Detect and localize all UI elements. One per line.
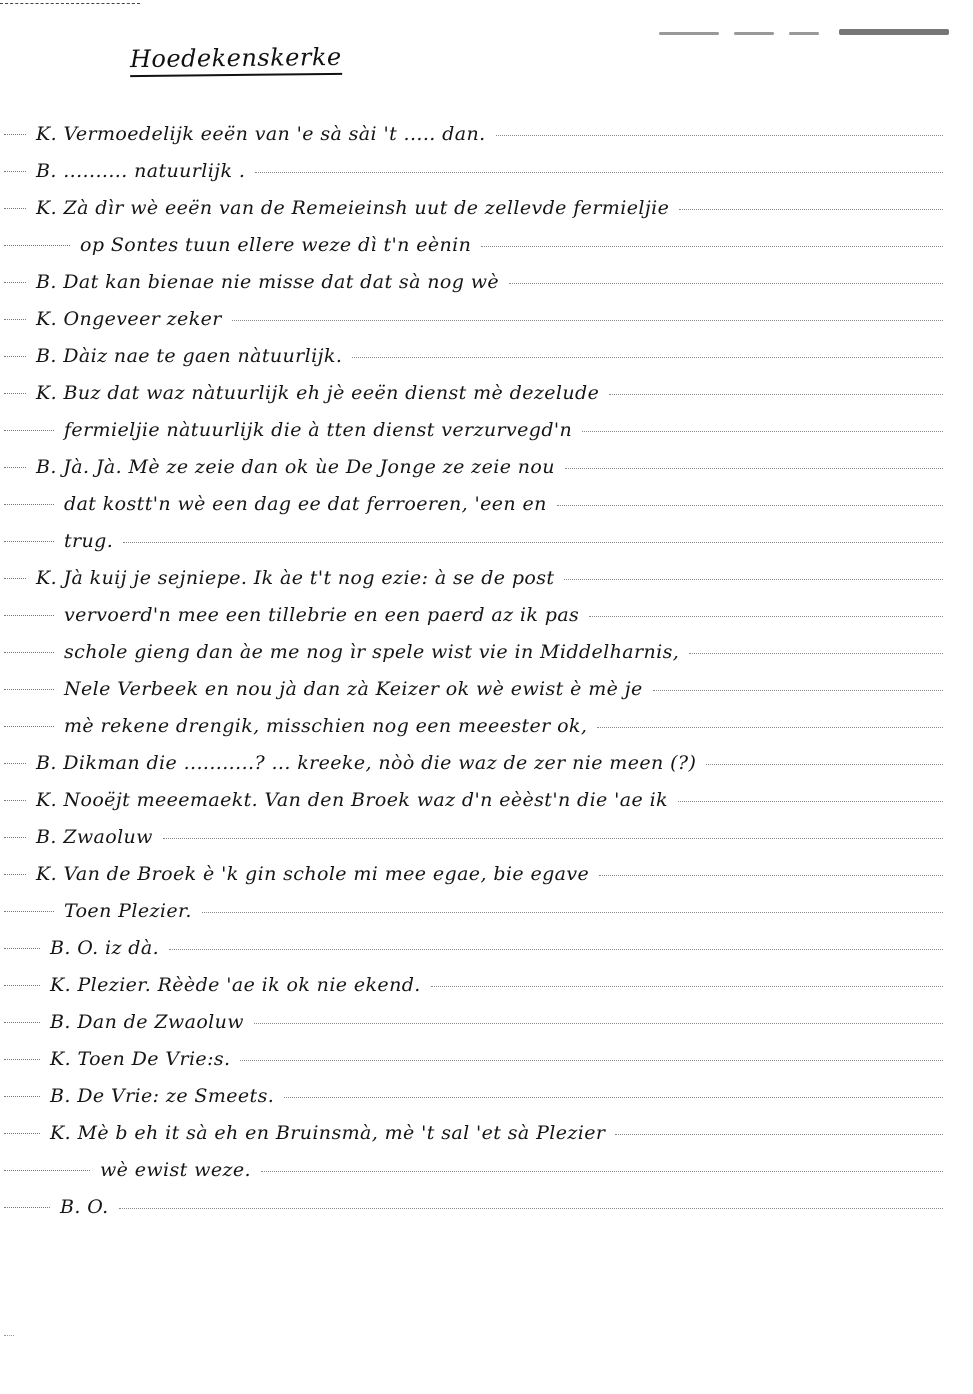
transcript-line: B. De Vrie: ze Smeets. (0, 1070, 973, 1107)
transcript-line: K. Toen De Vrie:s. (0, 1033, 973, 1070)
transcript-line: K. Vermoedelijk eeën van 'e sà sài 't ..... dan. (0, 108, 973, 145)
transcript-line: B. O. (0, 1181, 973, 1218)
transcript-line: K. Mè b eh it sà eh en Bruinsmà, mè 't sal 'et sà Plezier (0, 1107, 973, 1144)
transcript-line: K. Plezier. Rèède 'ae ik ok nie ekend. (0, 959, 973, 996)
scan-smudge (659, 24, 959, 46)
bottom-margin-mark (4, 1335, 14, 1336)
transcript-line: dat kostt'n wè een dag ee dat ferroeren, 'een en (0, 478, 973, 515)
transcript-line: wè ewist weze. (0, 1144, 973, 1181)
transcript-line: trug. (0, 515, 973, 552)
transcript-line: K. Buz dat waz nàtuurlijk eh jè eeën dienst mè dezelude (0, 367, 973, 404)
transcript-line: schole gieng dan àe me nog ìr spele wist vie in Middelharnis, (0, 626, 973, 663)
transcript-line: K. Jà kuij je sejniepe. Ik àe t't nog ezie: à se de post (0, 552, 973, 589)
transcript-line: vervoerd'n mee een tillebrie en een paerd az ik pas (0, 589, 973, 626)
transcript-line: K. Van de Broek è 'k gin schole mi mee egae, bie egave (0, 848, 973, 885)
document-title: Hoedekenskerke (130, 43, 342, 77)
transcript-line: B. Dikman die ...........? ... kreeke, nòò die waz de zer nie meen (?) (0, 737, 973, 774)
transcript-line: B. Zwaoluw (0, 811, 973, 848)
transcript-line: K. Ongeveer zeker (0, 293, 973, 330)
transcript-line: B. Jà. Jà. Mè ze zeie dan ok ùe De Jonge ze zeie nou (0, 441, 973, 478)
transcript-line: K. Nooëjt meeemaekt. Van den Broek waz d'n eèèst'n die 'ae ik (0, 774, 973, 811)
transcript-line: Nele Verbeek en nou jà dan zà Keizer ok wè ewist è mè je (0, 663, 973, 700)
transcript-line: op Sontes tuun ellere weze dì t'n eènin (0, 219, 973, 256)
transcript-line: B. Dàiz nae te gaen nàtuurlijk. (0, 330, 973, 367)
transcript-line: B. O. iz dà. (0, 922, 973, 959)
transcript-line: K. Zà dìr wè eeën van de Remeieinsh uut de zellevde fermieljie (0, 182, 973, 219)
transcript-line: Toen Plezier. (0, 885, 973, 922)
transcript-line: fermieljie nàtuurlijk die à tten dienst verzurvegd'n (0, 404, 973, 441)
transcript-line: mè rekene drengik, misschien nog een meeester ok, (0, 700, 973, 737)
transcript-lines (0, 108, 973, 1218)
transcript-line: B. .......... natuurlijk . (0, 145, 973, 182)
transcript-line: B. Dat kan bienae nie misse dat dat sà nog wè (0, 256, 973, 293)
transcript-line: B. Dan de Zwaoluw (0, 996, 973, 1033)
top-left-dash-mark (0, 3, 140, 4)
